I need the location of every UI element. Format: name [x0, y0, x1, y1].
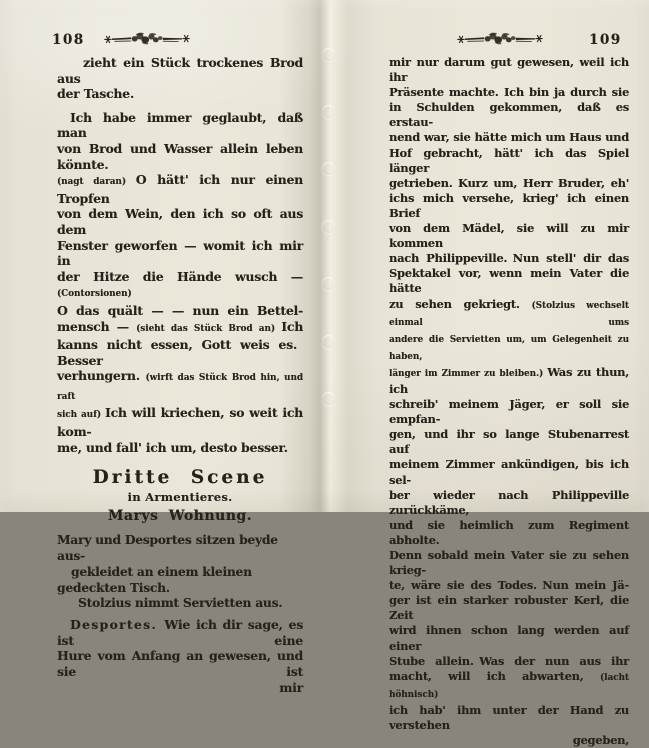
text-line — [57, 648, 303, 679]
text-segment: gen, und ihr so lange Stubenarrest auf — [389, 427, 629, 457]
text-line — [57, 337, 303, 368]
text-segment: gegeben, — [572, 733, 629, 748]
text-line — [389, 427, 629, 457]
text-segment: nach Philippeville. Nun stell' dir das — [389, 251, 629, 266]
text-line — [389, 397, 629, 427]
text-segment: Mary und Desportes sitzen beyde aus- — [57, 533, 278, 564]
text-segment: schreib' meinem Jäger, er soll sie empfan- — [389, 397, 629, 427]
text-segment: mensch — — [57, 318, 137, 334]
text-segment: wird ihnen schon lang werden auf einer — [389, 623, 629, 653]
inline-stage-direction: (nagt daran) — [57, 177, 136, 188]
text-segment: Hof gebracht, hätt' ich das Spiel länger — [389, 145, 629, 175]
text-segment: getrieben. Kurz um, Herr Bruder, eh' — [389, 175, 629, 190]
text-segment: Was zu thun, ich — [389, 364, 629, 396]
text-segment: O das quält — — nun ein Bettel- — [57, 302, 303, 318]
text-segment: in Schulden gekommen, daß es erstau- — [389, 100, 629, 130]
binding-ring — [322, 220, 335, 233]
inline-stage-direction: (sieht das Stück Brod an) — [136, 323, 282, 334]
binding-ring — [322, 392, 335, 405]
text-segment: kanns nicht essen, Gott weis es. Besser — [57, 337, 303, 368]
text-line — [57, 303, 303, 319]
text-segment: Spektakel vor, wenn mein Vater die hätte — [389, 266, 629, 296]
text-segment: ger ist ein starker robuster Kerl, die Zeit — [389, 593, 629, 623]
text-segment: mir nur darum gut gewesen, weil ich ihr — [389, 55, 629, 85]
dialogue-continuation — [389, 55, 629, 748]
text-line — [389, 593, 629, 623]
text-line — [57, 172, 303, 206]
text-line — [389, 85, 629, 100]
text-line — [389, 518, 629, 548]
text-line — [389, 191, 629, 221]
text-segment: von Brod und Wasser allein leben könnte. — [57, 140, 303, 172]
stage-direction-continuation — [57, 55, 303, 102]
text-line — [389, 55, 629, 85]
inline-stage-direction: sich auf) — [57, 410, 105, 421]
binding-ring — [322, 48, 335, 61]
text-segment: Ich habe immer geglaubt, daß man — [57, 109, 303, 141]
text-line — [389, 654, 629, 669]
binding-ring — [322, 105, 335, 118]
text-line — [57, 617, 303, 648]
text-line — [389, 457, 629, 487]
text-line — [389, 100, 629, 130]
text-segment: Ich will kriechen, so weit ich kom- — [57, 405, 303, 440]
text-line — [389, 548, 629, 578]
binding-ring — [322, 277, 335, 290]
text-segment: ich hab' ihm unter der Hand zu verstehen — [389, 702, 629, 733]
text-line — [57, 110, 303, 141]
text-line — [57, 489, 303, 506]
text-segment: macht, will ich abwarten, — [389, 668, 600, 683]
dialogue-desportes — [57, 617, 303, 695]
text-line — [57, 533, 303, 565]
inline-stage-direction: länger im Zimmer zu bleiben.) — [389, 368, 548, 379]
text-line — [57, 368, 303, 405]
inline-stage-direction: andere die Servietten um, um Gelegenheit zu haben, — [389, 334, 629, 362]
header-ornament-icon — [103, 30, 191, 48]
text-column — [57, 55, 303, 695]
text-segment: Denn sobald mein Vater sie zu sehen krieg- — [389, 548, 629, 578]
binding-ring — [322, 162, 335, 175]
text-line — [57, 269, 303, 303]
text-line — [57, 86, 303, 102]
text-line — [389, 251, 629, 266]
text-line — [389, 176, 629, 191]
text-line — [389, 365, 629, 397]
text-segment: und sie heimlich zum Regiment abholte. — [389, 517, 629, 547]
right-page — [389, 55, 629, 748]
text-line — [57, 596, 303, 612]
text-segment: meinem Zimmer ankündigen, bis ich sel- — [389, 457, 629, 487]
binding-ring — [322, 335, 335, 348]
text-segment: von dem Wein, den ich so oft aus dem — [57, 206, 303, 237]
text-line — [389, 733, 629, 748]
text-segment: zieht ein Stück trockenes Brod aus — [57, 55, 303, 86]
text-line — [57, 680, 303, 696]
text-segment: Ich — [281, 318, 303, 334]
text-segment: gekleidet an einem kleinen gedeckten Tisch. — [57, 564, 252, 595]
left-page-number: 108 — [52, 32, 85, 48]
text-segment: zu sehen gekriegt. — [389, 296, 532, 311]
text-segment: Hure vom Anfang an gewesen, und sie ist — [57, 648, 303, 680]
text-line — [389, 703, 629, 733]
text-line — [389, 146, 629, 176]
text-line — [57, 440, 303, 456]
header-ornament-icon — [456, 30, 544, 48]
text-line — [389, 578, 629, 593]
text-segment: me, und fall' ich um, desto besser. — [57, 439, 288, 455]
text-segment: verhungern. — [57, 368, 146, 384]
text-line — [57, 141, 303, 172]
text-segment: Stolzius nimmt Servietten aus. — [78, 596, 283, 611]
text-segment: ichs mich versehe, krieg' ich einen Brief — [389, 190, 629, 220]
right-page-number: 109 — [589, 32, 622, 48]
text-line — [57, 466, 303, 489]
inline-stage-direction: (Contorsionen) — [57, 289, 132, 300]
scene-stage-direction — [57, 533, 303, 612]
text-line — [389, 221, 629, 251]
text-line — [57, 55, 303, 86]
text-segment: O hätt' ich nur einen Tropfen — [57, 172, 303, 206]
text-line — [57, 319, 303, 338]
text-segment: Wie ich dir sage, es ist eine — [57, 617, 303, 648]
text-line — [389, 331, 629, 365]
monologue-paragraph — [57, 110, 303, 455]
text-line — [389, 669, 629, 703]
text-line — [389, 266, 629, 296]
text-segment: in Armentieres. — [127, 490, 233, 505]
text-segment: Desportes. — [70, 617, 165, 633]
inline-stage-direction: (wirft das Stück Brod hin, und raft — [57, 373, 303, 402]
inline-stage-direction: (lacht höhnisch) — [389, 672, 629, 700]
scene-heading — [57, 466, 303, 526]
text-segment: Marys Wohnung. — [107, 508, 253, 525]
text-line — [57, 405, 303, 439]
text-segment: der Hitze die Hände wusch — — [57, 268, 303, 284]
text-line — [389, 488, 629, 518]
text-segment: Präsente machte. Ich bin ja durch sie — [389, 85, 629, 100]
text-line — [389, 130, 629, 145]
text-segment: mir — [279, 679, 303, 695]
text-segment: Dritte Scene — [92, 467, 268, 489]
text-segment: der Tasche. — [57, 86, 134, 102]
text-column — [389, 55, 629, 748]
text-segment: te, wäre sie des Todes. Nun mein Jä- — [389, 578, 629, 593]
text-segment: Fenster geworfen — womit ich mir in — [57, 237, 303, 269]
inline-stage-direction: (Stolzius wechselt einmal ums — [389, 300, 629, 328]
text-line — [57, 238, 303, 269]
text-line — [389, 623, 629, 653]
text-line — [57, 565, 303, 597]
text-line — [57, 506, 303, 526]
text-segment: von dem Mädel, sie will zu mir kommen — [389, 221, 629, 251]
left-page — [57, 55, 303, 695]
text-segment: nend war, sie hätte mich um Haus und — [389, 130, 629, 145]
text-segment: ber wieder nach Philippeville zurückkäme, — [389, 487, 629, 517]
text-line — [389, 297, 629, 331]
text-line — [57, 206, 303, 237]
text-segment: Stube allein. Was der nun aus ihr — [389, 653, 629, 668]
